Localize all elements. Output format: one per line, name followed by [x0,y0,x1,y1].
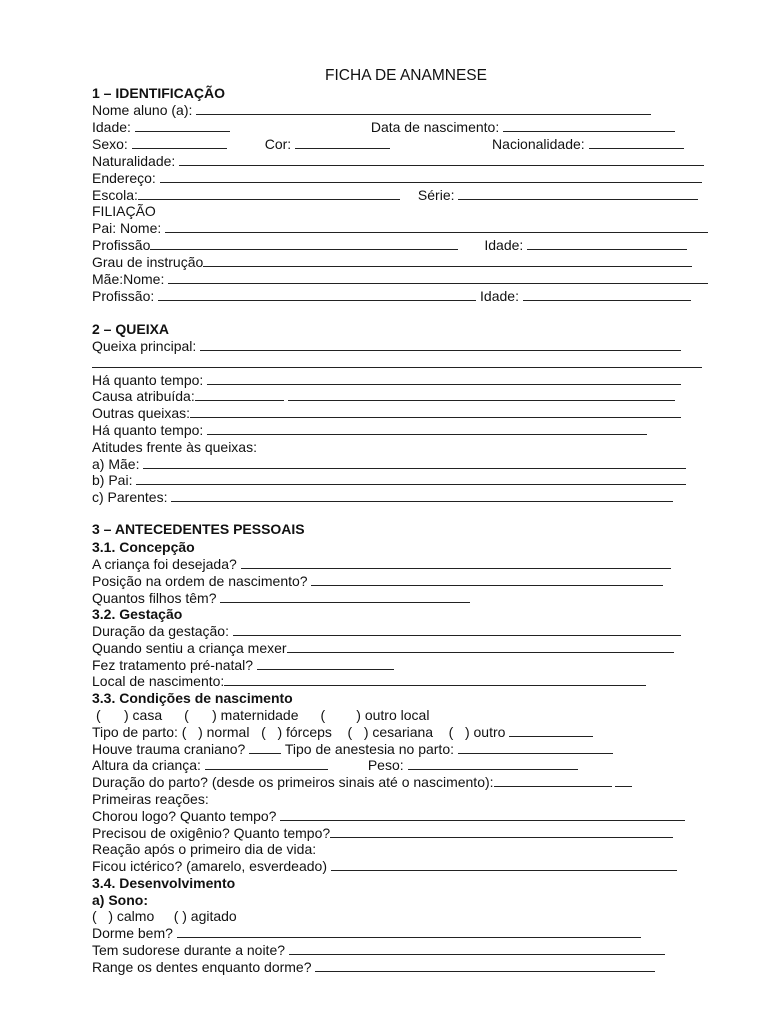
row-local-opcoes [92,707,429,724]
field-atitude-pai[interactable] [136,472,686,485]
label-atitude-mae: a) Mãe: [92,456,140,472]
field-queixa-principal[interactable] [200,338,681,351]
field-peso[interactable] [408,757,578,770]
label-serie: Série: [417,187,455,203]
row-posicao [92,573,663,590]
field-idade-pai[interactable] [527,237,687,250]
field-tempo-1[interactable] [207,372,681,385]
row-endereco [92,170,702,187]
label-idade: Idade: [92,119,131,135]
field-chorou[interactable] [280,808,685,821]
field-causa-2[interactable] [288,388,675,401]
checkbox-maternidade[interactable]: ( ) maternidade [184,707,299,723]
label-queixa-principal: Queixa principal: [92,338,197,354]
row-sexo [92,136,684,153]
row-queixa-principal [92,338,681,355]
label-idade-mae: Idade: [480,288,519,304]
label-nacionalidade: Nacionalidade: [492,136,585,152]
field-mae[interactable] [168,271,708,284]
label-reacao-dia: Reação após o primeiro dia de vida: [92,841,317,857]
row-atitude-parentes [92,489,673,506]
label-altura: Altura da criança: [92,757,201,773]
field-altura[interactable] [205,757,328,770]
label-posicao: Posição na ordem de nascimento? [92,573,308,589]
row-chorou [92,808,685,825]
field-prenatal[interactable] [257,657,394,670]
field-profissao-mae[interactable] [158,288,476,301]
row-sono-opcoes [92,908,237,925]
field-mexer[interactable] [287,640,674,653]
row-causa [92,388,675,405]
label-tempo-1: Há quanto tempo: [92,372,204,388]
row-prenatal [92,657,394,674]
label-duracao-gestacao: Duração da gestação: [92,623,229,639]
label-mexer: Quando sentiu a criança mexer [92,640,287,656]
checkbox-calmo[interactable]: ( ) calmo [92,908,155,924]
label-anestesia: Tipo de anestesia no parto: [284,741,454,757]
row-escola [92,187,698,204]
field-causa-1[interactable] [195,388,284,401]
checkbox-normal[interactable]: ( ) normal [181,724,250,740]
row-range [92,959,655,976]
label-cor: Cor: [264,136,292,152]
row-naturalidade [92,153,704,170]
row-sudorese [92,942,665,959]
row-outras [92,405,681,422]
field-anestesia[interactable] [458,741,613,754]
row-local [92,673,646,690]
row-altura [92,757,578,774]
label-dorme: Dorme bem? [92,925,173,941]
row-nome [92,102,651,119]
row-dorme [92,925,641,942]
field-duracao-parto-2[interactable] [615,774,632,787]
label-sudorese: Tem sudorese durante a noite? [92,942,286,958]
field-pai[interactable] [165,220,708,233]
field-naturalidade[interactable] [179,153,704,166]
checkbox-outro-local[interactable]: ( ) outro local [320,707,430,723]
subsection-3-3-heading: 3.3. Condições de nascimento [92,690,293,706]
section-1-heading: 1 – IDENTIFICAÇÃO [92,85,226,101]
row-atitude-mae [92,456,686,473]
label-idade-pai: Idade: [484,237,524,253]
field-dorme[interactable] [177,925,641,938]
row-mae [92,271,708,288]
label-nome: Nome aluno (a): [92,102,193,118]
label-causa: Causa atribuída: [92,388,195,404]
label-pai: Pai: Nome: [92,220,162,236]
field-desejada[interactable] [241,556,671,569]
row-tempo-1 [92,372,681,389]
section-3-heading: 3 – ANTECEDENTES PESSOAIS [92,521,305,537]
field-cor[interactable] [295,136,390,149]
field-atitude-parentes[interactable] [171,489,673,502]
label-reacoes: Primeiras reações: [92,791,209,807]
label-outras: Outras queixas: [92,405,191,421]
field-nome[interactable] [196,102,651,115]
field-range[interactable] [315,959,655,972]
section-2-heading: 2 – QUEIXA [92,321,170,337]
field-outras[interactable] [190,405,681,418]
field-filhos[interactable] [220,590,470,603]
field-sexo[interactable] [132,136,227,149]
field-queixa-extra[interactable] [92,355,702,368]
row-profissao-pai [92,237,687,254]
label-atitudes: Atitudes frente às queixas: [92,439,257,455]
field-nacionalidade[interactable] [589,136,684,149]
row-queixa-extra [92,355,702,372]
field-profissao-pai[interactable] [150,237,458,250]
row-duracao-parto [92,774,632,791]
row-mexer [92,640,674,657]
label-oxigenio: Precisou de oxigênio? Quanto tempo? [92,825,331,841]
subsection-3-4-heading: 3.4. Desenvolvimento [92,875,236,891]
field-sudorese[interactable] [289,942,665,955]
label-naturalidade: Naturalidade: [92,153,176,169]
field-idade[interactable] [135,119,230,132]
label-atitude-parentes: c) Parentes: [92,489,168,505]
label-sexo: Sexo: [92,136,128,152]
checkbox-outro[interactable]: ( ) outro [448,724,506,740]
label-trauma: Houve trauma craniano? [92,741,246,757]
row-atitude-pai [92,472,686,489]
label-local: Local de nascimento: [92,673,225,689]
field-grau[interactable] [203,254,692,267]
field-escola[interactable] [138,187,400,200]
row-icterico [92,858,677,875]
label-escola: Escola: [92,187,138,203]
row-oxigenio [92,825,673,842]
label-mae: Mãe:Nome: [92,271,165,287]
label-icterico: Ficou ictérico? (amarelo, esverdeado) [92,858,327,874]
label-desejada: A criança foi desejada? [92,556,237,572]
checkbox-casa[interactable]: ( ) casa [96,707,163,723]
label-chorou: Chorou logo? Quanto tempo? [92,808,277,824]
row-duracao-gestacao [92,623,681,640]
field-trauma[interactable] [249,741,281,754]
label-nascimento: Data de nascimento: [370,119,500,135]
row-idade [92,119,675,136]
label-grau: Grau de instrução [92,254,204,270]
field-duracao-gestacao[interactable] [233,623,681,636]
label-sono: a) Sono: [92,892,148,908]
row-pai [92,220,708,237]
row-tipo-parto [92,724,593,741]
field-endereco[interactable] [160,170,702,183]
label-tipo-parto: Tipo de parto: [92,724,178,740]
field-duracao-parto[interactable] [494,774,612,787]
checkbox-agitado[interactable]: ( ) agitado [173,908,237,924]
field-oxigenio[interactable] [330,825,673,838]
row-filhos [92,590,470,607]
row-profissao-mae [92,288,691,305]
field-tempo-2[interactable] [207,422,647,435]
checkbox-cesariana[interactable]: ( ) cesariana [347,724,434,740]
field-serie[interactable] [458,187,698,200]
label-filiacao: FILIAÇÃO [92,203,156,219]
field-posicao[interactable] [311,573,663,586]
subsection-3-1-heading: 3.1. Concepção [92,539,195,555]
label-prenatal: Fez tratamento pré-natal? [92,657,254,673]
field-outro-parto[interactable] [509,724,593,737]
row-grau [92,254,692,271]
field-nascimento[interactable] [503,119,675,132]
label-tempo-2: Há quanto tempo: [92,422,204,438]
field-atitude-mae[interactable] [143,456,686,469]
subsection-3-2-heading: 3.2. Gestação [92,606,183,622]
label-duracao-parto: Duração do parto? (desde os primeiros sinais até o nascimento): [92,774,494,790]
label-profissao-pai: Profissão [92,237,151,253]
label-profissao-mae: Profissão: [92,288,155,304]
field-local[interactable] [224,673,646,686]
row-tempo-2 [92,422,647,439]
label-peso: Peso: [367,757,404,773]
label-endereco: Endereço: [92,170,156,186]
row-trauma [92,741,613,758]
field-icterico[interactable] [331,858,677,871]
label-range: Range os dentes enquanto dorme? [92,959,312,975]
label-filhos: Quantos filhos têm? [92,590,217,606]
page-title: FICHA DE ANAMNESE [325,67,487,84]
label-atitude-pai: b) Pai: [92,472,133,488]
checkbox-forceps[interactable]: ( ) fórceps [261,724,332,740]
field-idade-mae[interactable] [523,288,691,301]
row-desejada [92,556,671,573]
